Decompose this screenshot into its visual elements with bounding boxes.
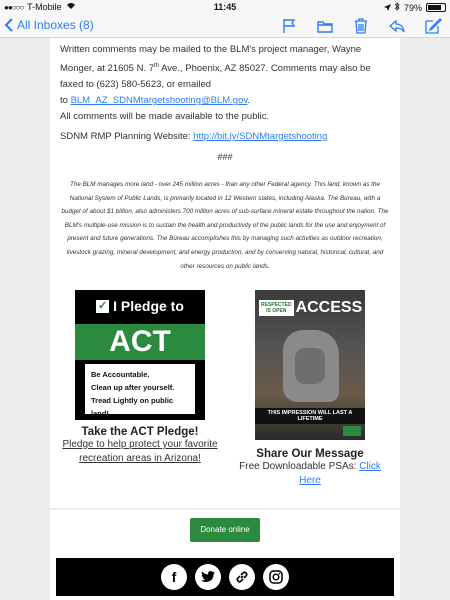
signal-dots-icon: ●●○○○	[4, 2, 24, 12]
checkbox-icon: ✓	[97, 299, 108, 312]
facebook-icon[interactable]: f	[161, 564, 187, 590]
access-image-top	[259, 298, 361, 318]
act-pledge-image[interactable]	[75, 290, 205, 420]
mailing-text-cont: Ave., Phoenix, AZ 85027. Comments may also be faxed to (623) 580-5623, or emailed	[60, 63, 371, 91]
nav-actions	[280, 17, 442, 35]
psa-label: Free Downloadable PSAs:	[239, 461, 360, 472]
act-band: ACT	[75, 324, 205, 360]
twitter-icon[interactable]	[195, 564, 221, 590]
status-time: 11:45	[213, 2, 237, 12]
website-link[interactable]: http://bit.ly/SDNMtargetshooting	[193, 131, 328, 142]
trash-icon[interactable]	[352, 17, 370, 35]
compose-icon[interactable]	[424, 17, 442, 35]
location-icon	[384, 3, 391, 13]
pledge-heading: Take the ACT Pledge!	[81, 426, 199, 438]
email-period: .	[247, 95, 251, 107]
chevron-left-icon	[4, 18, 13, 32]
share-text	[230, 460, 390, 488]
battery-fill	[428, 5, 441, 10]
nav-bar	[0, 14, 450, 38]
pledge-image-top	[75, 298, 205, 314]
share-heading: Share Our Message	[256, 448, 364, 460]
instagram-icon[interactable]	[263, 564, 289, 590]
share-column	[230, 290, 390, 488]
back-button-label: All Inboxes (8)	[17, 18, 94, 32]
public-notice: All comments will be made available to the public.	[60, 111, 270, 122]
act-line-1: Be Accountable.	[91, 370, 150, 379]
battery-icon	[426, 3, 446, 12]
link-icon[interactable]	[229, 564, 255, 590]
email-body	[50, 38, 400, 600]
battery-percent: 79%	[403, 2, 422, 13]
pledge-column	[60, 290, 220, 466]
divider	[50, 508, 400, 510]
donate-button[interactable]: Donate online	[190, 518, 260, 542]
back-button[interactable]	[4, 18, 94, 32]
act-line-3: Tread Lightly on public land!	[91, 396, 174, 418]
email-link[interactable]: BLM_AZ_SDNMtargetshooting@BLM.gov	[70, 95, 248, 107]
website-paragraph	[60, 129, 390, 145]
rock-graphic	[283, 330, 339, 402]
pledge-link[interactable]: Pledge to help protect your favorite recreation areas in Arizona!	[62, 439, 218, 464]
bluetooth-icon	[395, 2, 400, 13]
status-right	[384, 2, 446, 13]
lifetime-tagline: THIS IMPRESSION WILL LAST A LIFETIME	[255, 408, 365, 424]
act-line-2: Clean up after yourself.	[91, 383, 175, 392]
status-bar	[0, 0, 450, 14]
access-psa-image[interactable]	[255, 290, 365, 440]
access-word: ACCESS	[295, 299, 363, 316]
folder-icon[interactable]	[316, 17, 334, 35]
carrier-label: T-Mobile	[27, 2, 62, 12]
pledge-image-title: I Pledge to	[113, 298, 184, 314]
end-marker: ###	[217, 152, 233, 162]
respected-label: RESPECTED IS OPEN	[261, 302, 292, 314]
email-prefix: to	[60, 95, 71, 107]
mailing-paragraph	[60, 42, 390, 109]
psa-click-link[interactable]: Click Here	[299, 461, 381, 486]
blm-boilerplate: The BLM manages more land - over 245 million acres - than any other Federal agency. This land, known as the National System of Public Lands, is primarily located in 12 Western states, including Alaska. The Bureau, with a budget of about $1 billion, also administers 700 million acres of sub-surface mineral estate throughout the nation. The BLM's multiple-use mission is to sustain the health and productivity of the public lands for the use and enjoyment of present and future generations. The Bureau accomplishes this by managing such activities as outdoor recreation, livestock grazing, mineral development, and energy production, and by conserving natural, historical, cultural, and other resources on public lands.	[61, 181, 389, 270]
act-acronym	[85, 364, 195, 418]
mailing-text: Written comments may be mailed to the BLM's project manager, Wayne Monger, at 21605 N. 7	[60, 44, 362, 75]
ordinal-suffix: th	[154, 63, 160, 69]
reply-icon[interactable]	[388, 17, 406, 35]
social-bar	[56, 558, 394, 596]
flag-icon[interactable]	[280, 17, 298, 35]
tread-lightly-logo-icon	[343, 426, 361, 436]
website-label: SDNM RMP Planning Website:	[60, 131, 194, 142]
